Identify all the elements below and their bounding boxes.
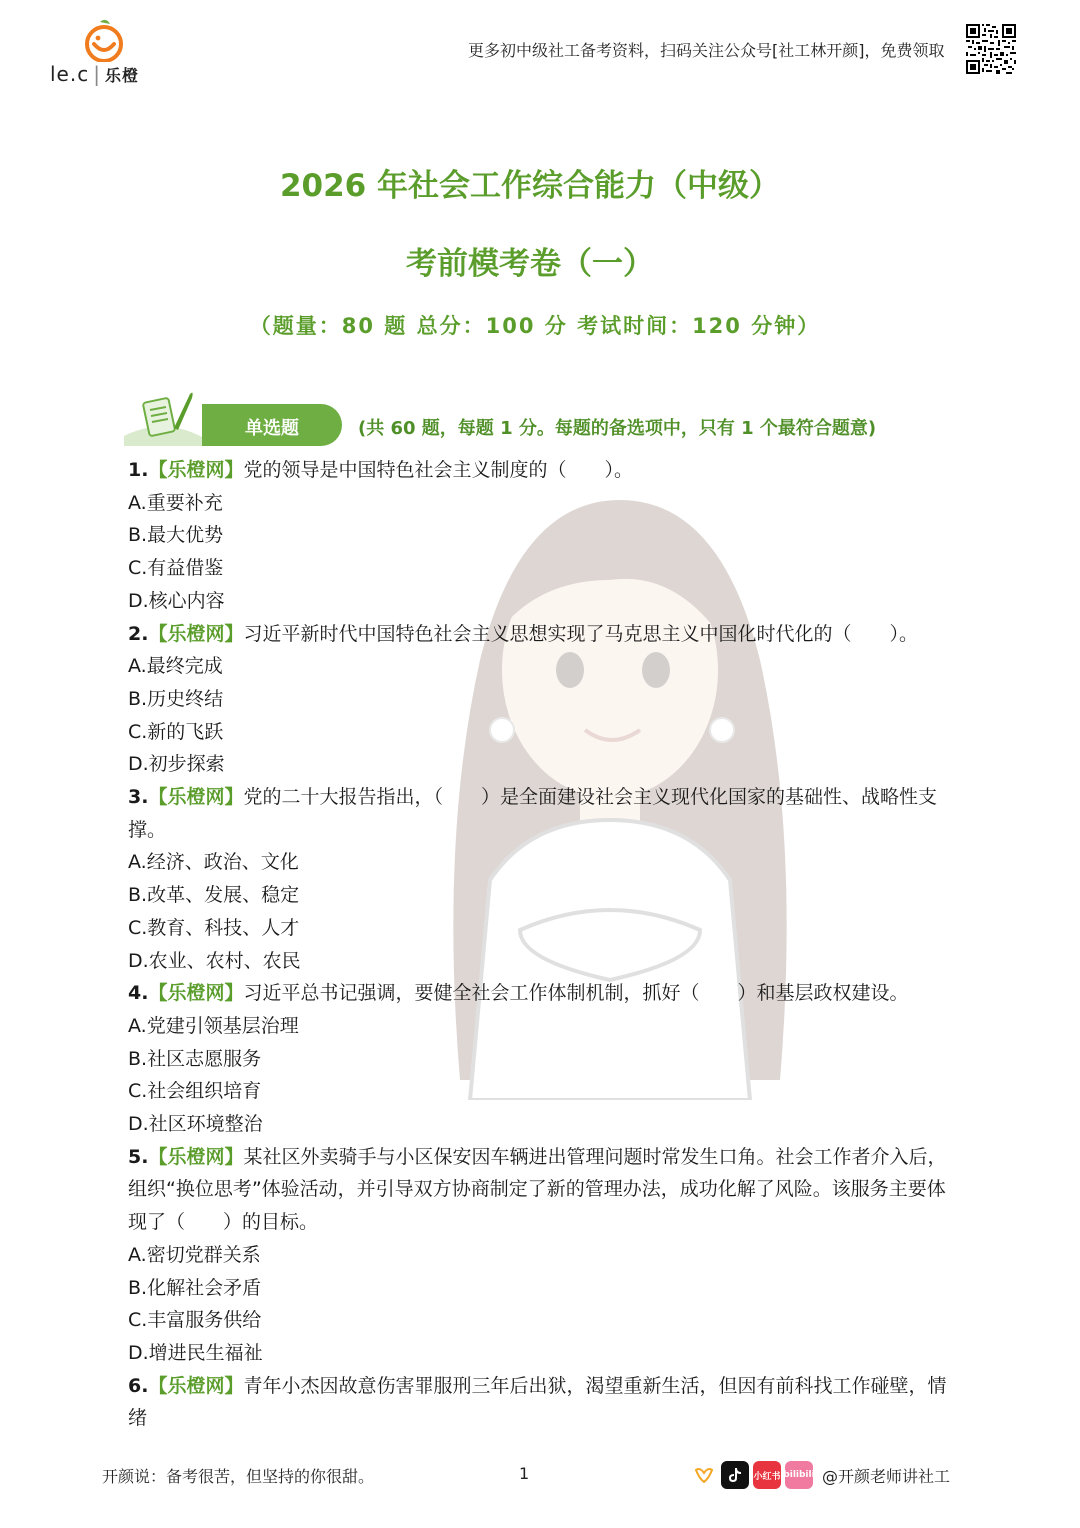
question-text: 习近平总书记强调，要健全社会工作体制机制，抓好（ ）和基层政权建设。: [243, 982, 909, 1005]
option-b: B.最大优势: [128, 524, 224, 547]
question-tag: 【乐橙网】: [148, 982, 244, 1005]
option-d: D.农业、农村、农民: [128, 949, 301, 972]
option-b: B.改革、发展、稳定: [128, 884, 300, 907]
option-b: B.化解社会矛盾: [128, 1276, 262, 1299]
question-tag: 【乐橙网】: [148, 622, 244, 645]
question-text: 党的领导是中国特色社会主义制度的（ ）。: [243, 459, 633, 481]
question-number: 2.: [128, 622, 149, 645]
brand-logo: le.c | 乐橙: [50, 18, 170, 88]
option-a: A.密切党群关系: [128, 1243, 261, 1266]
footer-handle: @开颜老师讲社工: [822, 1467, 951, 1486]
question-number: 1.: [128, 459, 149, 481]
question-tag: 【乐橙网】: [148, 1374, 244, 1397]
option-c: C.丰富服务供给: [128, 1309, 262, 1332]
option-a: A.党建引领基层治理: [128, 1014, 299, 1037]
option-c: C.新的飞跃: [128, 720, 224, 743]
question-list: [128, 454, 954, 1435]
weibo-icon[interactable]: [692, 1461, 716, 1489]
bilibili-icon[interactable]: bilibili: [785, 1461, 813, 1489]
question-number: 6.: [128, 1374, 149, 1397]
question-text: 青年小杰因故意伤害罪服刑三年后出狱，渴望重新生活，但因有前科找工作碰壁，情绪: [128, 1374, 947, 1430]
smile-sun-logo-icon: [80, 18, 128, 62]
question-stem: [128, 618, 954, 651]
logo-text: le.c: [50, 62, 90, 86]
option-d: D.核心内容: [128, 589, 225, 612]
option-a: A.经济、政治、文化: [128, 851, 299, 874]
question-stem: [128, 1141, 954, 1239]
exam-subtitle-title: 考前模考卷（一）: [406, 246, 654, 282]
question-text: 某社区外卖骑手与小区保安因车辆进出管理问题时常发生口角。社会工作者介入后，组织“换位思考”体验活动，并引导双方协商制定了新的管理办法，成功化解了风险。该服务主要体现了（ ）的目标。: [128, 1145, 947, 1234]
footer-motto: 开颜说：备考很苦，但坚持的你很甜。: [102, 1467, 375, 1486]
option-a: A.最终完成: [128, 655, 223, 678]
option-a: A.重要补充: [128, 491, 223, 514]
section-description: (共 60 题，每题 1 分。每题的备选项中，只有 1 个最符合题意): [358, 418, 877, 439]
question-item: [128, 1141, 954, 1370]
question-tag: 【乐橙网】: [148, 1145, 244, 1168]
scroll-quill-icon: [124, 388, 204, 446]
question-item: [128, 454, 954, 618]
question-stem: [128, 454, 954, 487]
question-stem: [128, 1370, 954, 1435]
question-tag: 【乐橙网】: [148, 786, 244, 809]
question-text: 习近平新时代中国特色社会主义思想实现了马克思主义中国化时代化的（ ）。: [243, 622, 918, 645]
douyin-icon[interactable]: [721, 1461, 749, 1489]
question-number: 4.: [128, 982, 149, 1005]
qr-code-icon: [966, 24, 1016, 74]
question-item: [128, 977, 954, 1141]
exam-title: 2026 年社会工作综合能力（中级）: [279, 168, 781, 204]
option-d: D.增进民生福祉: [128, 1341, 263, 1364]
question-text: 党的二十大报告指出，（ ）是全面建设社会主义现代化国家的基础性、战略性支撑。: [128, 786, 937, 841]
header-note: 更多初中级社工备考资料，扫码关注公众号[社工林开颜]，免费领取: [468, 41, 945, 60]
question-item: [128, 781, 954, 977]
question-stem: [128, 977, 954, 1010]
option-b: B.历史终结: [128, 687, 224, 710]
question-number: 5.: [128, 1145, 149, 1168]
question-stem: [128, 781, 954, 846]
logo-brand: 乐橙: [104, 66, 139, 85]
xiaohongshu-icon[interactable]: 小红书: [753, 1461, 781, 1489]
option-d: D.初步探索: [128, 753, 225, 776]
question-tag: 【乐橙网】: [148, 459, 244, 481]
page-number: 1: [519, 1464, 530, 1483]
section-label: 单选题: [245, 418, 299, 439]
question-item: [128, 618, 954, 782]
question-number: 3.: [128, 786, 149, 809]
question-item: [128, 1370, 954, 1435]
option-d: D.社区环境整治: [128, 1113, 263, 1136]
option-b: B.社区志愿服务: [128, 1047, 262, 1070]
option-c: C.教育、科技、人才: [128, 916, 300, 939]
exam-meta: （题量：80 题 总分：100 分 考试时间：120 分钟）: [249, 314, 821, 338]
option-c: C.社会组织培育: [128, 1080, 262, 1103]
option-c: C.有益借鉴: [128, 557, 224, 580]
